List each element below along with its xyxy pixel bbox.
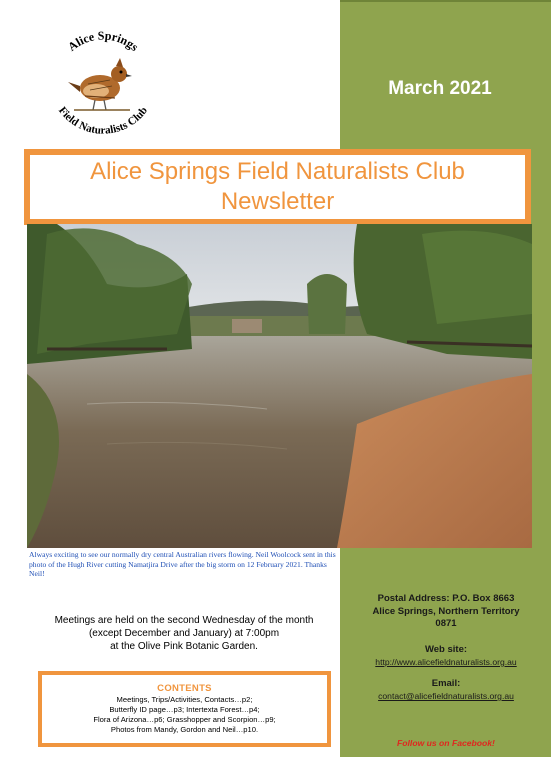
contents-item: Flora of Arizona…p6; Grasshopper and Scorpion…p9; (93, 715, 276, 724)
svg-text:Alice Springs (65, 28, 141, 54)
meetings-info (36, 614, 332, 654)
contents-heading: CONTENTS (157, 683, 212, 694)
postal-line-2: Alice Springs, Northern Territory (372, 605, 520, 617)
newsletter-title (30, 155, 525, 219)
postal-line-1: Postal Address: P.O. Box 8663 (377, 593, 515, 604)
issue-date: March 2021 (388, 78, 492, 99)
contents-panel (42, 675, 327, 743)
postal-address (346, 593, 546, 631)
facebook-link[interactable]: Follow us on Facebook! (397, 738, 495, 748)
postal-line-3: 0871 (435, 618, 457, 630)
contents-item: Meetings, Trips/Activities, Contacts…p2; (116, 695, 253, 704)
contents-frame (38, 671, 331, 747)
meetings-line-3: at the Olive Pink Botanic Garden. (110, 641, 258, 653)
logo-text-bottom: Field Naturalists Club (55, 104, 151, 137)
meetings-line-1: Meetings are held on the second Wednesday of the month (54, 615, 314, 626)
contents-item: Photos from Mandy, Gordon and Neil…p10. (110, 725, 259, 734)
email-link[interactable]: contact@alicefieldnaturalists.org.au (378, 691, 514, 701)
title-frame (24, 149, 531, 225)
photo-caption: Always exciting to see our normally dry central Australian rivers flowing. Neil Woolcock sent in this photo of the Hugh River cutting Namatjira Drive after the big storm on 12 February 2021. Thanks Neil! (29, 550, 336, 579)
sidebar-top-rule (340, 0, 551, 2)
contents-item: Butterfly ID page…p3; Intertexta Forest…p4; (109, 705, 260, 714)
club-logo (40, 18, 165, 143)
email-label: Email: (431, 678, 461, 689)
title-line-1: Alice Springs Field Naturalists Club (90, 158, 465, 185)
title-line-2: Newsletter (220, 188, 335, 215)
bird-icon (68, 58, 132, 110)
web-site-link[interactable]: http://www.alicefieldnaturalists.org.au (375, 657, 517, 667)
logo-text-top: Alice Springs (65, 28, 142, 54)
river-photo (27, 224, 532, 548)
meetings-line-2: (except December and January) at 7:00pm (88, 628, 280, 640)
web-site-label: Web site: (424, 644, 468, 655)
